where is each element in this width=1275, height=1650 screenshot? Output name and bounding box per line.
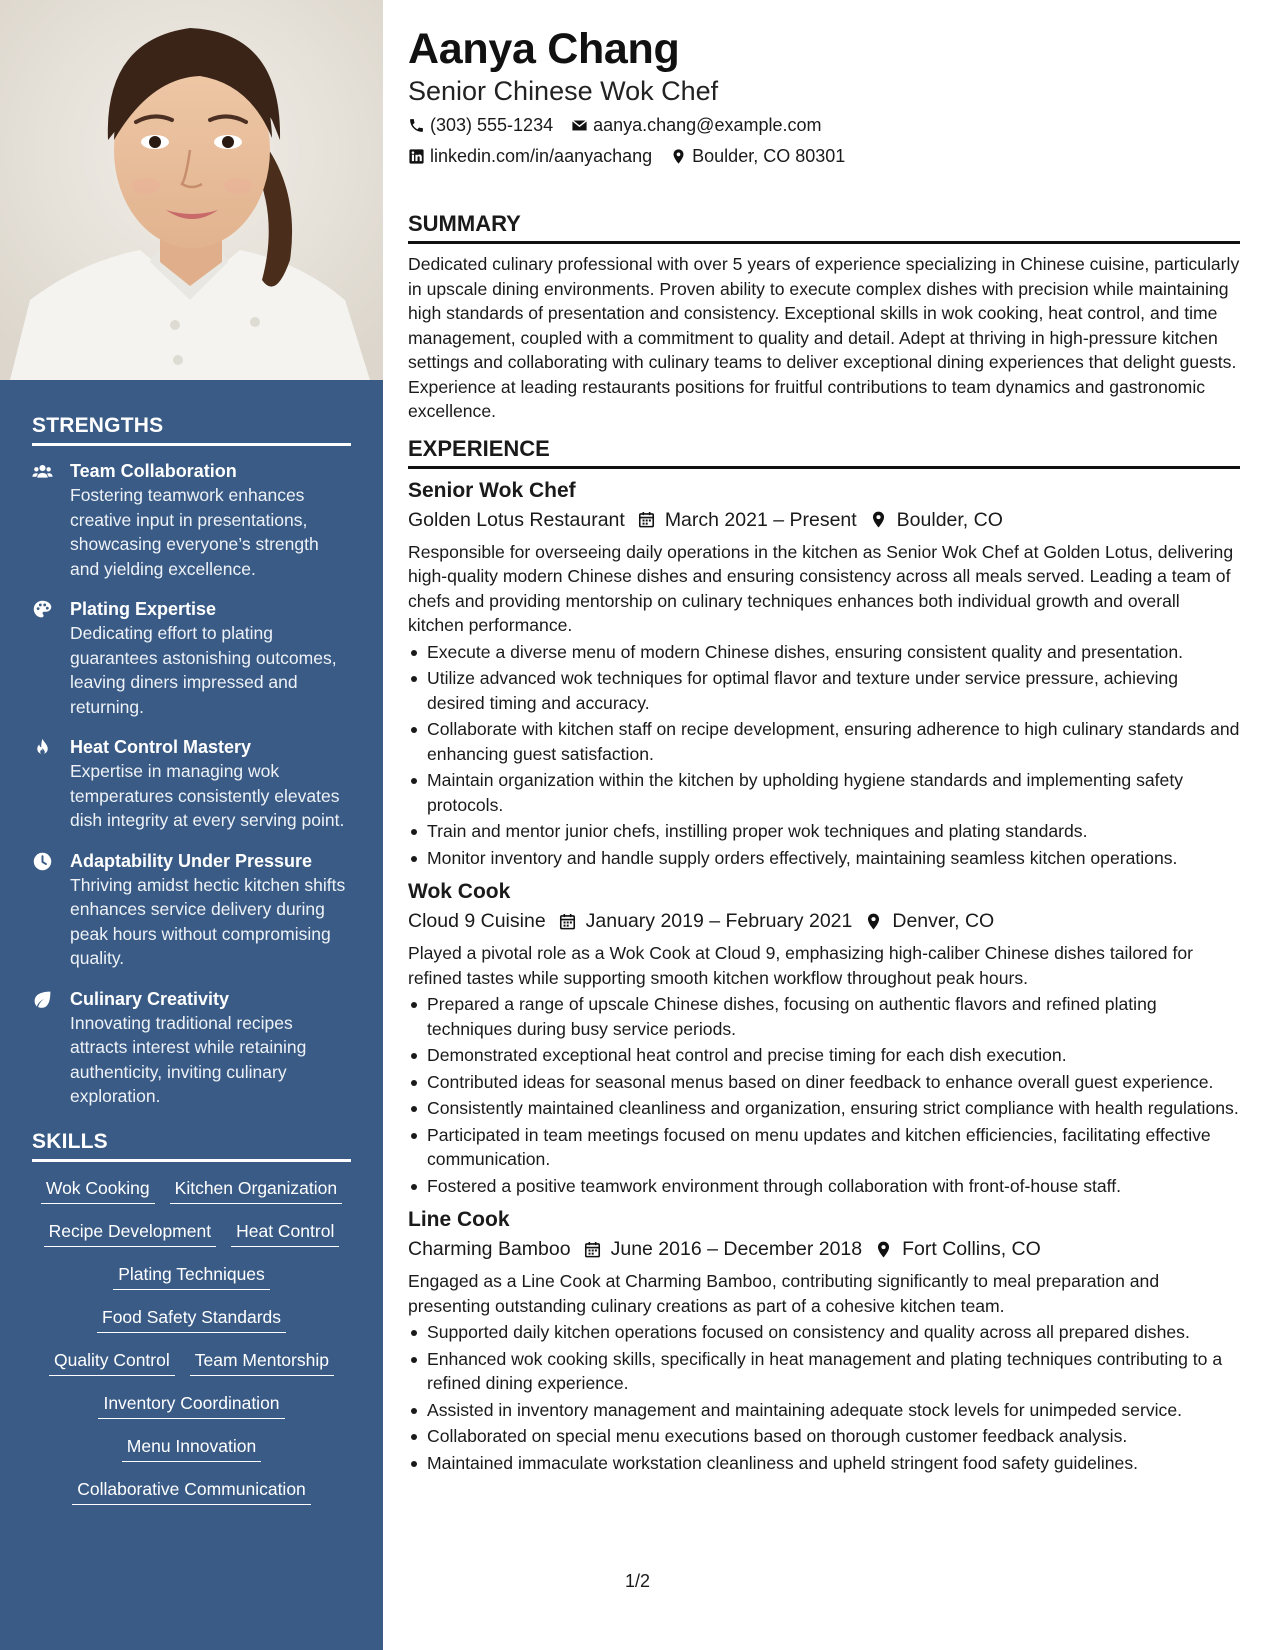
- job-dates-group: [583, 1234, 863, 1264]
- linkedin-icon: [408, 148, 425, 165]
- strength-description: Expertise in managing wok temperatures consistently elevates dish integrity at every serving point.: [70, 761, 345, 830]
- map-pin-icon: [869, 510, 888, 529]
- strength-title: Culinary Creativity: [70, 988, 230, 1009]
- job-company: Golden Lotus Restaurant: [408, 508, 625, 531]
- experience-heading: EXPERIENCE: [408, 435, 1240, 469]
- summary-text: Dedicated culinary professional with over 5 years of experience specializing in Chinese cuisine, particularly in upscale dining environments. Proven ability to execute complex dishes with precision while maintaining high standards of presentation and consistency. Exceptional skills in wok cooking, heat control, and time management, coupled with a commitment to quality and detail. Adept at thriving in high-pressure kitchen settings and collaborating with culinary teams to deliver exceptional dining experiences that delight guests. Experience at leading restaurants positions for fruitful contributions to team dynamics and gastronomic excellence.: [408, 254, 1240, 421]
- list-item: Collaborate with kitchen staff on recipe development, ensuring adherence to high culinary standards and enhancing guest satisfaction.: [408, 717, 1240, 766]
- skill-tag: Inventory Coordination: [98, 1390, 284, 1419]
- candidate-name: Aanya Chang: [408, 25, 680, 73]
- job-entry: [408, 477, 1240, 871]
- job-dates: January 2019 – February 2021: [585, 910, 853, 932]
- leaf-icon: [32, 987, 70, 1109]
- skill-row: [32, 1218, 351, 1247]
- strength-title: Adaptability Under Pressure: [70, 850, 313, 871]
- job-entry: [408, 1206, 1240, 1475]
- email-address: aanya.chang@example.com: [593, 115, 822, 135]
- job-role: Line Cook: [408, 1208, 510, 1231]
- map-pin-icon: [670, 148, 687, 165]
- strength-description: Dedicating effort to plating guarantees astonishing outcomes, leaving diners impressed and returning.: [70, 623, 337, 717]
- contact-row: [408, 143, 1240, 169]
- skill-row: [32, 1175, 351, 1204]
- list-item: Monitor inventory and handle supply orders effectively, maintaining seamless kitchen operations.: [408, 846, 1240, 871]
- skill-tag: Team Mentorship: [190, 1347, 334, 1376]
- calendar-icon: [637, 510, 656, 529]
- phone-contact[interactable]: [408, 112, 553, 138]
- strength-title: Heat Control Mastery: [70, 737, 252, 757]
- skill-row: [32, 1304, 351, 1333]
- job-bullets: [408, 640, 1240, 871]
- job-dates-group: [558, 906, 853, 936]
- list-item: Participated in team meetings focused on menu updates and kitchen efficiencies, facilitating effective communication.: [408, 1123, 1240, 1172]
- envelope-icon: [571, 117, 588, 134]
- job-meta: [408, 1234, 1240, 1264]
- skill-tag: Wok Cooking: [41, 1175, 155, 1204]
- flame-icon: [32, 735, 70, 833]
- list-item: Prepared a range of upscale Chinese dishes, focusing on authentic flavors and refined plating techniques during busy service periods.: [408, 992, 1240, 1041]
- job-entry: [408, 878, 1240, 1198]
- skill-tag: Plating Techniques: [113, 1261, 270, 1290]
- linkedin-contact[interactable]: [408, 143, 652, 169]
- list-item: Assisted in inventory management and maintaining adequate stock levels for unimpeded service.: [408, 1398, 1240, 1423]
- job-meta: [408, 906, 1240, 936]
- skill-tag: Food Safety Standards: [97, 1304, 286, 1333]
- strength-title: Team Collaboration: [70, 461, 237, 481]
- skill-row: [32, 1347, 351, 1376]
- palette-icon: [32, 597, 70, 719]
- skills-heading: SKILLS: [32, 1130, 351, 1162]
- strength-plating-expertise: [32, 597, 351, 719]
- calendar-icon: [583, 1240, 602, 1259]
- profile-photo: [0, 0, 383, 380]
- list-item: Train and mentor junior chefs, instilling proper wok techniques and plating standards.: [408, 819, 1240, 844]
- strength-title: Plating Expertise: [70, 599, 217, 619]
- skill-tag: Collaborative Communication: [72, 1476, 311, 1505]
- clock-icon: [32, 849, 70, 971]
- list-item: Collaborated on special menu executions based on thorough customer feedback analysis.: [408, 1424, 1240, 1449]
- job-location: Denver, CO: [892, 910, 995, 932]
- location-contact: [670, 143, 845, 169]
- job-company: Charming Bamboo: [408, 1238, 571, 1260]
- list-item: Enhanced wok cooking skills, specifically in heat management and plating techniques contributing to a refined dining experience.: [408, 1347, 1240, 1396]
- job-dates: March 2021 – Present: [664, 508, 857, 531]
- job-meta: [408, 505, 1240, 535]
- list-item: Execute a diverse menu of modern Chinese dishes, ensuring consistent quality and presentation.: [408, 640, 1240, 665]
- calendar-icon: [558, 912, 577, 931]
- list-item: Contributed ideas for seasonal menus based on diner feedback to enhance overall guest experience.: [408, 1070, 1240, 1095]
- strengths-heading: STRENGTHS: [32, 414, 351, 446]
- list-item: Utilize advanced wok techniques for optimal flavor and texture under service pressure, achieving desired timing and accuracy.: [408, 666, 1240, 715]
- main-content: [408, 22, 1240, 1483]
- skill-tag: Heat Control: [231, 1218, 339, 1247]
- job-description: Responsible for overseeing daily operations in the kitchen as Senior Wok Chef at Golden Lotus, delivering high-quality modern Chinese dishes and ensuring consistency across all meals served. Leading a team of chefs and providing mentorship on culinary techniques enhances both individual growth and overall kitchen performance.: [408, 541, 1234, 635]
- phone-icon: [408, 117, 425, 134]
- job-bullets: [408, 992, 1240, 1198]
- email-contact[interactable]: [571, 112, 821, 138]
- list-item: Supported daily kitchen operations focused on consistency and quality across all prepared dishes.: [408, 1320, 1240, 1345]
- sidebar: [0, 0, 383, 1650]
- skill-tag: Kitchen Organization: [170, 1175, 342, 1204]
- job-bullets: [408, 1320, 1240, 1475]
- list-item: Maintained immaculate workstation cleanliness and upheld stringent food safety guidelines.: [408, 1451, 1240, 1476]
- list-item: Maintain organization within the kitchen by upholding hygiene standards and implementing safety protocols.: [408, 768, 1240, 817]
- strength-adaptability-under-pressure: [32, 849, 351, 971]
- skill-row: [32, 1433, 351, 1462]
- job-dates: June 2016 – December 2018: [610, 1238, 863, 1260]
- summary-heading: SUMMARY: [408, 210, 1240, 244]
- strength-description: Thriving amidst hectic kitchen shifts enhances service delivery during peak hours without compromising quality.: [70, 874, 346, 968]
- candidate-title: Senior Chinese Wok Chef: [408, 76, 719, 106]
- job-description: Engaged as a Line Cook at Charming Bamboo, contributing significantly to meal preparation and presenting outstanding culinary creations as part of a cohesive kitchen team.: [408, 1271, 1160, 1316]
- job-role: Wok Cook: [408, 880, 511, 903]
- skill-row: [32, 1476, 351, 1505]
- list-item: Demonstrated exceptional heat control and precise timing for each dish execution.: [408, 1043, 1240, 1068]
- strength-description: Fostering teamwork enhances creative input in presentations, showcasing everyone’s strength and yielding excellence.: [70, 485, 319, 579]
- skill-tag: Recipe Development: [44, 1218, 216, 1247]
- sidebar-content: [32, 414, 351, 1519]
- strength-culinary-creativity: [32, 987, 351, 1109]
- map-pin-icon: [864, 912, 883, 931]
- map-pin-icon: [874, 1240, 893, 1259]
- linkedin-url: linkedin.com/in/aanyachang: [430, 146, 653, 166]
- skills-list: [32, 1175, 351, 1505]
- phone-number: (303) 555-1234: [430, 115, 554, 135]
- job-location-group: [869, 505, 1003, 535]
- users-icon: [32, 459, 70, 581]
- job-location-group: [864, 906, 994, 936]
- strength-description: Innovating traditional recipes attracts interest while retaining authenticity, inviting culinary exploration.: [70, 1012, 307, 1106]
- chef-portrait-illustration: [0, 0, 383, 380]
- job-company: Cloud 9 Cuisine: [408, 910, 546, 932]
- job-location-group: [874, 1234, 1041, 1264]
- contact-row: [408, 112, 1240, 138]
- job-role: Senior Wok Chef: [408, 478, 576, 502]
- page-number: 1/2: [625, 1571, 651, 1591]
- strength-team-collaboration: [32, 459, 351, 581]
- skill-row: [32, 1390, 351, 1419]
- skill-tag: Menu Innovation: [122, 1433, 261, 1462]
- job-location: Fort Collins, CO: [902, 1238, 1041, 1260]
- job-location: Boulder, CO: [896, 508, 1003, 531]
- strength-heat-control-mastery: [32, 735, 351, 833]
- location-text: Boulder, CO 80301: [692, 146, 846, 166]
- skill-row: [32, 1261, 351, 1290]
- list-item: Consistently maintained cleanliness and organization, ensuring strict compliance with health regulations.: [408, 1096, 1240, 1121]
- list-item: Fostered a positive teamwork environment through collaboration with front-of-house staff.: [408, 1174, 1240, 1199]
- job-description: Played a pivotal role as a Wok Cook at Cloud 9, emphasizing high-caliber Chinese dishes tailored for refined tastes while supporting smooth kitchen workflow throughout peak hours.: [408, 943, 1193, 988]
- job-dates-group: [637, 505, 857, 535]
- skill-tag: Quality Control: [49, 1347, 175, 1376]
